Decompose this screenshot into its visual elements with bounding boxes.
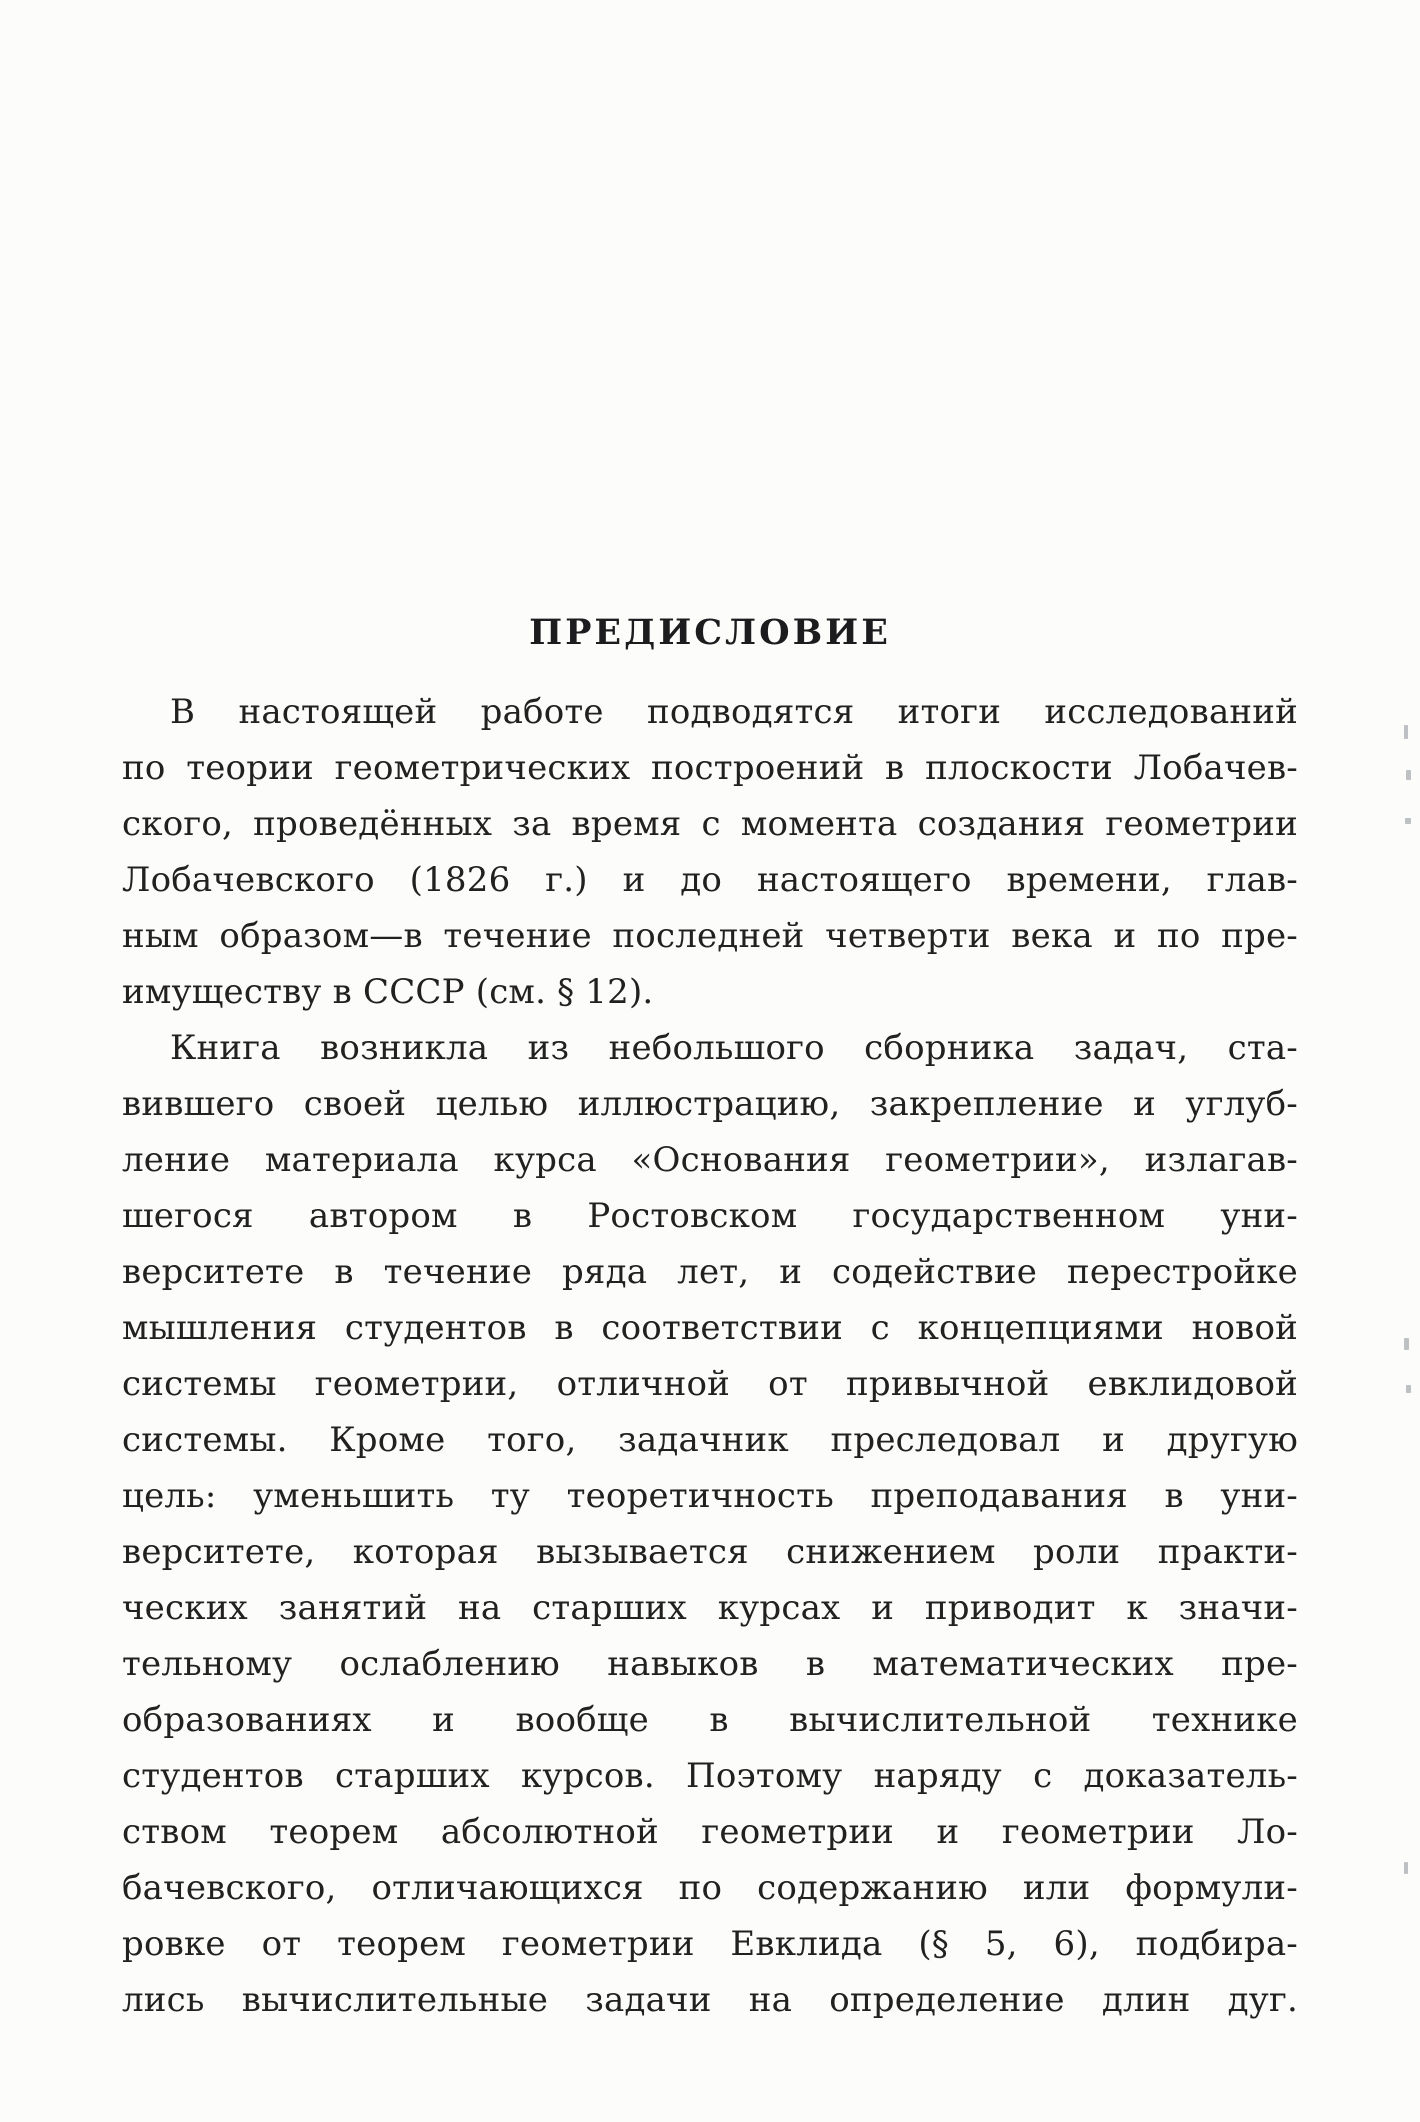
text-line: верситете, которая вызывается снижением роли практи- — [122, 1532, 1298, 1572]
scan-artifact — [1404, 1338, 1409, 1350]
page-title: ПРЕДИСЛОВИЕ — [529, 612, 891, 653]
text-line: ление материала курса «Основания геометрии», излагав- — [122, 1140, 1298, 1180]
text-line: бачевского, отличающихся по содержанию или формули- — [122, 1868, 1298, 1908]
scan-artifact — [1404, 725, 1408, 739]
text-line: тельному ослаблению навыков в математических пре- — [122, 1644, 1298, 1684]
text-line: ского, проведённых за время с момента создания геометрии — [122, 804, 1298, 844]
body-text — [122, 684, 1298, 2028]
text-line: верситете в течение ряда лет, и содействие перестройке — [122, 1252, 1298, 1292]
text-line: студентов старших курсов. Поэтому наряду с доказатель- — [122, 1756, 1298, 1796]
text-line: шегося автором в Ростовском государственном уни- — [122, 1196, 1298, 1236]
text-line: лись вычислительные задачи на определение длин дуг. — [122, 1980, 1298, 2020]
text-line: вившего своей целью иллюстрацию, закрепление и углуб- — [122, 1084, 1298, 1124]
text-line: по теории геометрических построений в плоскости Лобачев- — [122, 748, 1298, 788]
text-line: имуществу в СССР (см. § 12). — [122, 972, 654, 1012]
text-line: образованиях и вообще в вычислительной технике — [122, 1700, 1298, 1740]
text-line: цель: уменьшить ту теоретичность преподавания в уни- — [122, 1476, 1298, 1516]
text-line: мышления студентов в соответствии с концепциями новой — [122, 1308, 1298, 1348]
text-line: системы. Кроме того, задачник преследовал и другую — [122, 1420, 1298, 1460]
text-line: ным образом—в течение последней четверти века и по пре- — [122, 916, 1298, 956]
scan-artifact — [1405, 818, 1411, 824]
text-line: ческих занятий на старших курсах и приводит к значи- — [122, 1588, 1298, 1628]
text-line: ством теорем абсолютной геометрии и геометрии Ло- — [122, 1812, 1298, 1852]
text-line: системы геометрии, отличной от привычной евклидовой — [122, 1364, 1298, 1404]
text-line: Книга возникла из небольшого сборника задач, ста- — [170, 1028, 1298, 1068]
scan-artifact — [1406, 1385, 1411, 1393]
text-line: Лобачевского (1826 г.) и до настоящего времени, глав- — [122, 860, 1298, 900]
scan-artifact — [1406, 770, 1411, 780]
scan-artifact — [1404, 1862, 1408, 1874]
text-line: В настоящей работе подводятся итоги исследований — [170, 692, 1298, 732]
text-line: ровке от теорем геометрии Евклида (§ 5, 6), подбира- — [122, 1924, 1298, 1964]
